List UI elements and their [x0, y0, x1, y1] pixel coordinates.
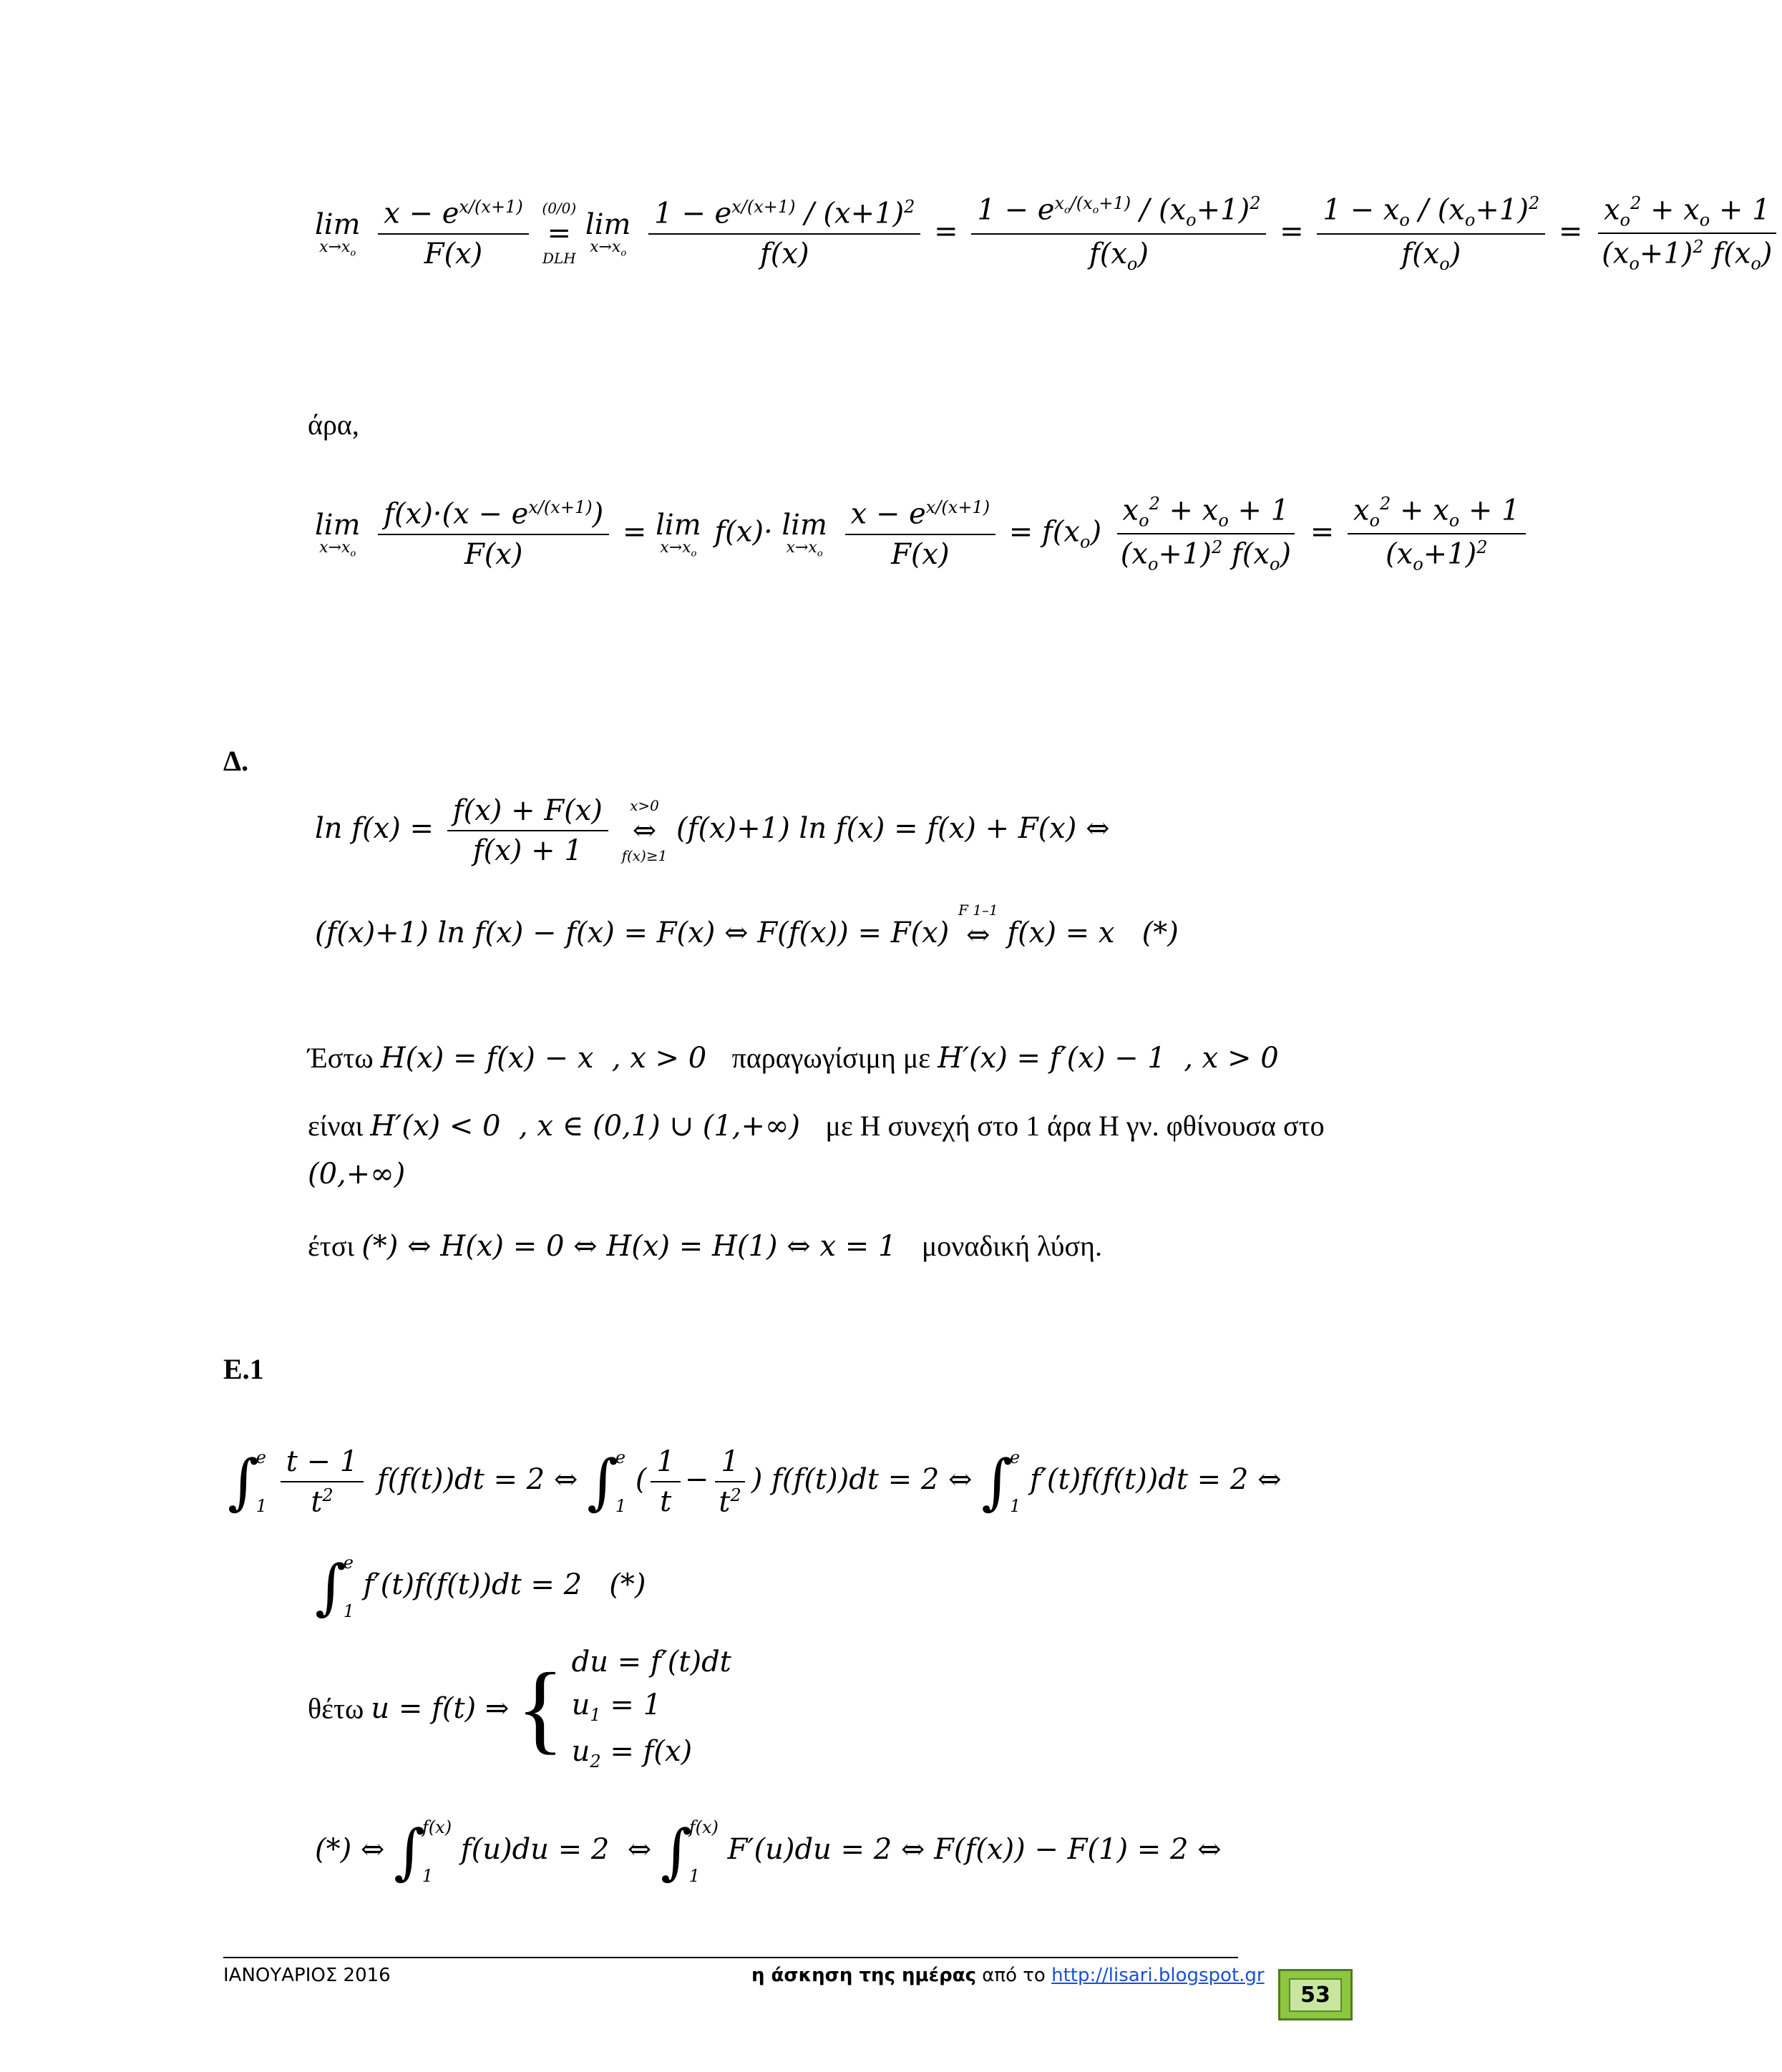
paragwg-word: παραγωγίσιμη με [731, 1042, 931, 1074]
footer-credit-bold: η άσκηση της ημέρας [751, 1965, 977, 1986]
estw-word: Έστω [308, 1042, 374, 1074]
section-delta-heading: Δ. [223, 745, 249, 777]
einai-line: είναι H′(x) < 0 , x ∈ (0,1) ∪ (1,+∞) με Η συνεχή στο 1 άρα Η γν. φθίνουσα στο [308, 1110, 1325, 1143]
footer-divider [223, 1957, 1238, 1958]
ara-text: άρα, [308, 409, 359, 441]
footer-credit-normal: από το [982, 1965, 1046, 1986]
page-number-badge [1278, 1969, 1353, 2020]
etsi-word: έτσι [308, 1230, 355, 1262]
footer-date: ΙΑΝΟΥΑΡΙΟΣ 2016 [223, 1965, 391, 1986]
page-number: 53 [1289, 1978, 1342, 2012]
footer-link[interactable]: http://lisari.blogspot.gr [1051, 1965, 1265, 1986]
einai-word: είναι [308, 1110, 364, 1142]
integral-equation-3: (*) ⇔ ∫ f(x) 1 f(u)du = 2 ⇔ ∫ f(x) 1 F′(u)du = 2 ⇔ F(f(x)) − F(1) = 2 ⇔ [315, 1817, 1222, 1887]
ln-equation: ln f(x) = $\frac{f(x) + F(x)}{f(x) + 1}$ x>0 ⇔ f(x)≥1 (f(x)+1) ln f(x) = f(x) + F(x) ⇔ [315, 794, 1110, 867]
thetw-word: θέτω [308, 1692, 364, 1725]
estw-line: Έστω H(x) = f(x) − x , x > 0 παραγωγίσιμη με H′(x) = f′(x) − 1 , x > 0 [308, 1042, 1279, 1075]
substitution-block: θέτω u = f(t) ⇒ { du = f′(t)dt $u_1 = 1$ $u_2 = f(x)$ [308, 1646, 731, 1772]
limit-equation-1: lim $x\to x_o$ $\frac{x - e^{x/(x+1)}}{F(x)}$ (0/0) = DLH lim $x\to x_o$ $\frac{1 - e^{x/(x+1)} / (x+1)^2}{f(x)}$ = $\frac{1 - e^{x_o/(x_o+1)} / (x_o+1)^2}{f(x_o)}$ = $\frac{1 - x_o / (x_o+1)^2}{f(x_o)}$ = $\frac{x_o^2 + x_o + 1}{(x_o+1)^2 f(x_o)}$ [315, 193, 1782, 274]
section-e1-heading: Ε.1 [223, 1353, 264, 1385]
etsi-line: έτσι (*) ⇔ H(x) = 0 ⇔ H(x) = H(1) ⇔ x = 1 μοναδική λύση. [308, 1230, 1102, 1263]
integral-equation-2: ∫ e 1 f′(t)f(f(t))dt = 2 (*) [315, 1552, 646, 1622]
ln-equation-2: (f(x)+1) ln f(x) − f(x) = F(x) ⇔ F(f(x)) = F(x) F 1–1 ⇔ f(x) = x (*) [315, 901, 1179, 952]
interval-text: (0,+∞) [308, 1158, 406, 1191]
integral-equation-1: ∫ e 1 $\frac{t - 1}{t^2}$ f(f(t))dt = 2 ⇔ ∫ e 1 ( $\frac{1}{t}$ − $\frac{1}{t^2}$ ) f(f(t))dt = 2 ⇔ ∫ e 1 f′(t)f(f(t))dt = 2 ⇔ [228, 1445, 1282, 1519]
me-H-text: με Η συνεχή στο 1 άρα Η γν. φθίνουσα στο [825, 1110, 1325, 1142]
limit-equation-2: lim $x\to x_o$ $\frac{f(x)\cdot(x - e^{x/(x+1)})}{F(x)}$ = lim $x\to x_o$ f(x)· lim $x\to x_o$ $\frac{x - e^{x/(x+1)}}{F(x)}$ = $f(x_o)$ $\frac{x_o^2 + x_o + 1}{(x_o+1)^2 f(x_o)}$ = $\frac{x_o^2 + x_o + 1}{(x_o+1)^2}$ [315, 494, 1530, 575]
footer-credit [751, 1965, 1265, 1986]
monadiki-word: μοναδική λύση. [921, 1230, 1102, 1262]
